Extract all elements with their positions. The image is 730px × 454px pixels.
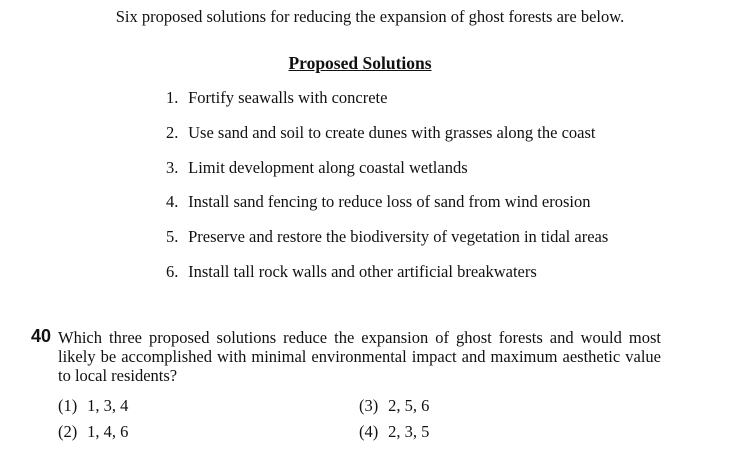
solution-text: Limit development along coastal wetlands — [188, 157, 468, 177]
solution-text: Install tall rock walls and other artificial breakwaters — [188, 261, 537, 281]
question-number: 40 — [31, 326, 52, 346]
solution-number: 5. — [166, 227, 179, 247]
solution-item — [166, 88, 608, 123]
choice-text: 1, 3, 4 — [87, 396, 129, 415]
solution-number: 2. — [166, 122, 179, 142]
answer-choice-2[interactable] — [58, 422, 128, 442]
solution-text: Use sand and soil to create dunes with grasses along the coast — [188, 122, 596, 142]
choice-text: 2, 5, 6 — [388, 396, 430, 415]
solution-item — [166, 262, 608, 297]
solution-number: 3. — [166, 157, 179, 177]
answer-choice-1[interactable] — [58, 396, 128, 416]
answer-choice-3[interactable] — [359, 396, 429, 416]
choice-label: (4) — [359, 422, 379, 441]
solutions-list — [166, 88, 608, 297]
question-text: Which three proposed solutions reduce the expansion of ghost forests and would most likely be accomplished with minimal environmental impact and maximum aesthetic value to local residents? — [58, 328, 661, 385]
solution-item — [166, 192, 608, 227]
choice-text: 1, 4, 6 — [87, 422, 129, 441]
solution-item — [166, 227, 608, 262]
solution-number: 4. — [166, 192, 179, 212]
solution-number: 1. — [166, 88, 179, 107]
choice-text: 2, 3, 5 — [388, 422, 430, 441]
solution-text: Fortify seawalls with concrete — [188, 88, 388, 107]
choice-label: (1) — [58, 396, 78, 415]
section-heading: Proposed Solutions — [288, 53, 432, 73]
solution-text: Install sand fencing to reduce loss of sand from wind erosion — [188, 192, 591, 212]
solution-item — [166, 123, 608, 158]
answer-choice-4[interactable] — [359, 422, 429, 442]
choice-label: (3) — [359, 396, 379, 415]
intro-text: Six proposed solutions for reducing the expansion of ghost forests are below. — [115, 7, 625, 26]
solution-number: 6. — [166, 261, 179, 281]
solution-item — [166, 158, 608, 193]
choice-label: (2) — [58, 422, 78, 441]
solution-text: Preserve and restore the biodiversity of vegetation in tidal areas — [188, 227, 609, 247]
